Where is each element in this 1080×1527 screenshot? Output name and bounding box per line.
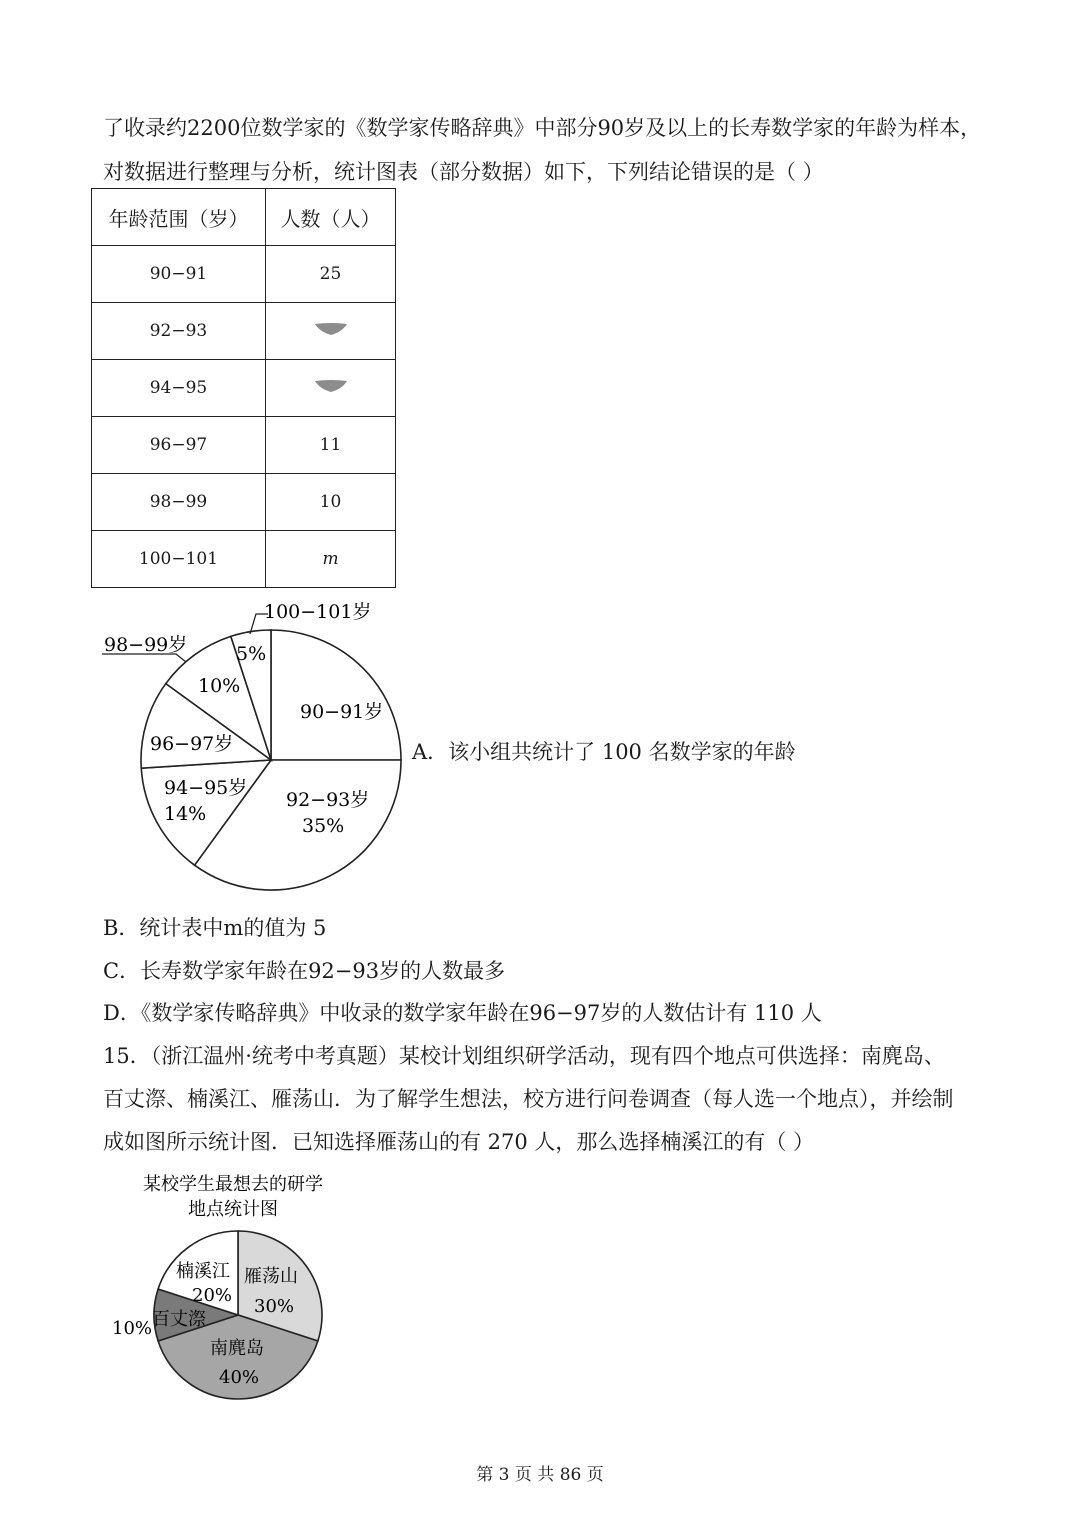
table-cell-obscured <box>266 303 396 360</box>
intro-text-line1: 了收录约2200位数学家的《数学家传略辞典》中部分90岁及以上的长寿数学家的年龄为样本， <box>103 116 982 140</box>
table-cell-obscured <box>266 360 396 417</box>
table-cell-range: 100−101 <box>92 531 266 588</box>
pie2-label-nxj: 楠溪江 <box>176 1261 230 1282</box>
page-footer: 第 3 页 共 86 页 <box>476 1465 604 1485</box>
pie-slice <box>271 630 401 760</box>
table-row <box>92 303 396 360</box>
pie2-pct-nxj: 20% <box>192 1285 233 1306</box>
intro-text-line2: 对数据进行整理与分析，统计图表（部分数据）如下，下列结论错误的是（ ） <box>103 160 824 184</box>
option-a: A．该小组共统计了 100 名数学家的年龄 <box>412 740 796 764</box>
pie1-label-90: 90−91岁 <box>300 701 384 723</box>
table-cell-count: 25 <box>266 246 396 303</box>
ink-blot-icon <box>314 322 348 336</box>
table-cell-count: m <box>266 531 396 588</box>
table-row <box>92 474 396 531</box>
table-cell-count: 10 <box>266 474 396 531</box>
table-cell-count: 11 <box>266 417 396 474</box>
table-row <box>92 417 396 474</box>
pie1-label-94: 94−95岁 <box>164 777 248 799</box>
table-header-count: 人数（人） <box>266 189 396 246</box>
pie1-label-98: 98−99岁 <box>104 634 188 656</box>
pie2-label-yds: 雁荡山 <box>244 1266 298 1287</box>
pie2-pct-bzj: 10% <box>112 1318 153 1339</box>
pie1-pct-100: 5% <box>236 643 267 665</box>
pie1-label-96: 96−97岁 <box>150 733 234 755</box>
pie2-pct-yds: 30% <box>254 1296 295 1317</box>
table-row <box>92 531 396 588</box>
question-15-line3: 成如图所示统计图．已知选择雁荡山的有 270 人，那么选择楠溪江的有（ ） <box>103 1130 815 1154</box>
age-pie-chart <box>90 590 420 900</box>
table-row <box>92 360 396 417</box>
table-cell-range: 92−93 <box>92 303 266 360</box>
ink-blot-icon <box>314 379 348 393</box>
table-cell-range: 98−99 <box>92 474 266 531</box>
pie2-title-line1: 某校学生最想去的研学 <box>143 1174 323 1195</box>
pie2-label-nld: 南麂岛 <box>210 1338 264 1359</box>
pie2-pct-nld: 40% <box>219 1367 260 1388</box>
option-c: C．长寿数学家年龄在92−93岁的人数最多 <box>103 959 506 983</box>
pie2-title-line2: 地点统计图 <box>188 1199 278 1220</box>
table-header-age: 年龄范围（岁） <box>92 189 266 246</box>
pie2-label-bzj: 百丈漈 <box>152 1309 206 1330</box>
pie1-label-100: 100−101岁 <box>264 601 372 623</box>
table-cell-range: 90−91 <box>92 246 266 303</box>
option-d: D．《数学家传略辞典》中收录的数学家年龄在96−97岁的人数估计有 110 人 <box>103 1001 822 1025</box>
table-header-row <box>92 189 396 246</box>
table-cell-range: 94−95 <box>92 360 266 417</box>
question-15-line2: 百丈漈、楠溪江、雁荡山．为了解学生想法，校方进行问卷调查（每人选一个地点），并绘制 <box>103 1087 954 1111</box>
pie1-pct-92: 35% <box>302 815 345 837</box>
age-count-table <box>91 188 396 588</box>
pie1-pct-94: 14% <box>164 803 207 825</box>
option-b: B．统计表中m的值为 5 <box>103 916 327 940</box>
pie1-pct-98: 10% <box>198 675 241 697</box>
study-trip-pie-chart <box>100 1165 360 1420</box>
question-15-line1: 15．（浙江温州·统考中考真题）某校计划组织研学活动，现有四个地点可供选择：南麂岛、 <box>103 1044 945 1068</box>
pie1-label-92: 92−93岁 <box>286 789 370 811</box>
table-row <box>92 246 396 303</box>
table-cell-range: 96−97 <box>92 417 266 474</box>
